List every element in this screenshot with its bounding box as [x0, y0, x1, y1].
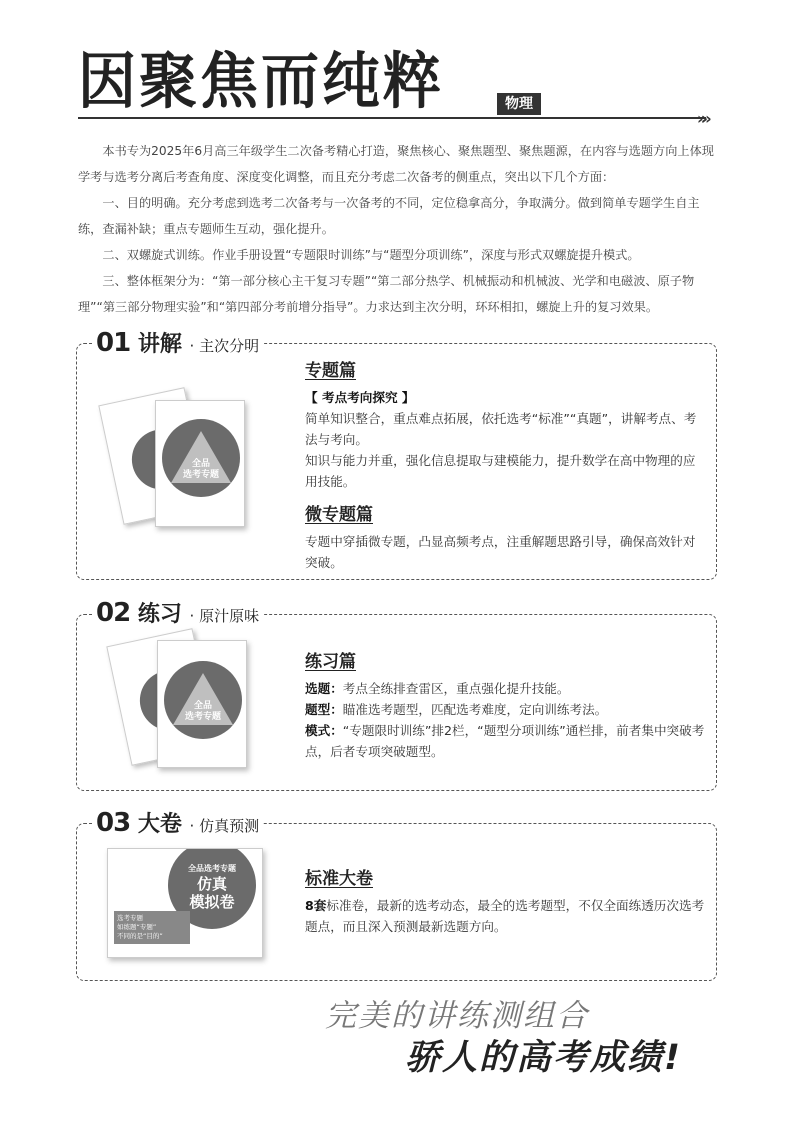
content-text — [305, 895, 705, 937]
content-text — [305, 387, 705, 492]
row-key: 题型： — [305, 702, 343, 717]
subject-tag: 物理 — [497, 93, 541, 115]
exam-paper-cover — [107, 848, 263, 958]
double-arrow-icon: »» — [697, 109, 706, 128]
content-text — [305, 531, 705, 573]
content-row — [305, 678, 705, 699]
content-paragraph: 专题中穿插微专题，凸显高频考点，注重解题思路引导，确保高效针对突破。 — [305, 534, 696, 570]
cover-title-line: 全品选考专题 — [188, 864, 236, 873]
cover-title-line: 仿真 — [196, 875, 227, 893]
row-key: 8套 — [305, 898, 327, 913]
intro-paragraph: 二、双螺旋式训练。作业手册设置“专题限时训练”与“题型分项训练”，深度与形式双螺旋提升模式。 — [102, 248, 640, 262]
section-name: 练习 — [137, 602, 182, 627]
section-subtitle: · 仿真预测 — [189, 817, 260, 835]
cover-title-line: 模拟卷 — [189, 893, 235, 911]
cover-title — [162, 459, 240, 481]
header-rule — [78, 117, 706, 119]
section-subtitle: · 原汁原味 — [189, 607, 260, 625]
section-explain-heading — [92, 330, 263, 359]
row-key: 模式： — [305, 723, 343, 738]
content-text — [305, 678, 705, 762]
content-label: 【 考点考向探究 】 — [305, 390, 415, 405]
content-row — [305, 699, 705, 720]
book-front-cover — [155, 400, 245, 527]
book-front-cover — [157, 640, 247, 768]
content-heading: 专题篇 — [305, 361, 356, 381]
cover-title — [168, 863, 256, 911]
section-number: 01 — [96, 328, 131, 358]
cover-note — [114, 911, 190, 944]
row-value: “专题限时训练”排2栏，“题型分项训练”通栏排，前者集中突破考点，后者专项突破题型。 — [305, 723, 705, 759]
section-explain-content — [305, 356, 705, 573]
cover-title — [164, 701, 242, 723]
row-value: 标准卷，最新的选考动态，最全的选考题型，不仅全面练透历次选考题点，而且深入预测最新选题方向。 — [305, 898, 705, 934]
cover-note-line: 如练题“专题” — [117, 923, 157, 931]
section-practice-content — [305, 647, 705, 762]
content-heading: 微专题篇 — [305, 505, 373, 525]
content-row — [305, 720, 705, 762]
section-number: 03 — [96, 808, 131, 838]
page-title: 因聚焦而纯粹 — [78, 45, 445, 117]
cover-note-line: 不同的是“目的” — [117, 932, 163, 940]
section-subtitle: · 主次分明 — [189, 337, 260, 355]
section-name: 讲解 — [137, 332, 182, 357]
intro-paragraph: 三、整体框架分为：“第一部分核心主干复习专题”“第二部分热学、机械振动和机械波、光学和电磁波、原子物理”“第三部分物理实验”和“第四部分考前增分指导”。力求达到主次分明，环环相扣，螺旋上升的复习效果。 — [78, 274, 695, 314]
section-practice-heading — [92, 600, 263, 629]
section-exam-heading — [92, 810, 263, 839]
slogan-line-1: 完美的讲练测组合 — [325, 998, 589, 1034]
intro-text — [78, 138, 720, 320]
row-key: 选题： — [305, 681, 343, 696]
cover-title-line: 全品 — [191, 459, 210, 469]
section-number: 02 — [96, 598, 131, 628]
cover-title-line: 全品 — [193, 701, 212, 711]
intro-paragraph: 一、目的明确。充分考虑到选考二次备考与一次备考的不同，定位稳拿高分，争取满分。做到简单专题学生自主练，查漏补缺；重点专题师生互动，强化提升。 — [78, 196, 700, 236]
cover-title-line: 选考专题 — [184, 712, 221, 722]
intro-paragraph: 本书专为2025年6月高三年级学生二次备考精心打造，聚焦核心、聚焦题型、聚焦题源，在内容与选题方向上体现学考与选考分离后考查角度、深度变化调整，而且充分考虑二次备考的侧重点，突出以下几个方面： — [78, 144, 714, 184]
row-value: 考点全练排查雷区，重点强化提升技能。 — [342, 681, 570, 696]
content-row — [305, 895, 705, 937]
cover-note-line: 选考专题 — [117, 914, 143, 922]
content-heading: 练习篇 — [305, 652, 356, 672]
section-name: 大卷 — [137, 812, 182, 837]
cover-title-line: 选考专题 — [182, 470, 219, 480]
section-exam-content — [305, 864, 705, 937]
slogan-line-2: 骄人的高考成绩! — [405, 1038, 682, 1078]
row-value: 瞄准选考题型，匹配选考难度，定向训练考法。 — [342, 702, 608, 717]
content-paragraph: 知识与能力并重，强化信息提取与建模能力，提升数学在高中物理的应用技能。 — [305, 453, 696, 489]
content-paragraph: 简单知识整合，重点难点拓展，依托选考“标准”“真题”，讲解考点、考法与考向。 — [305, 411, 697, 447]
content-heading: 标准大卷 — [305, 869, 373, 889]
